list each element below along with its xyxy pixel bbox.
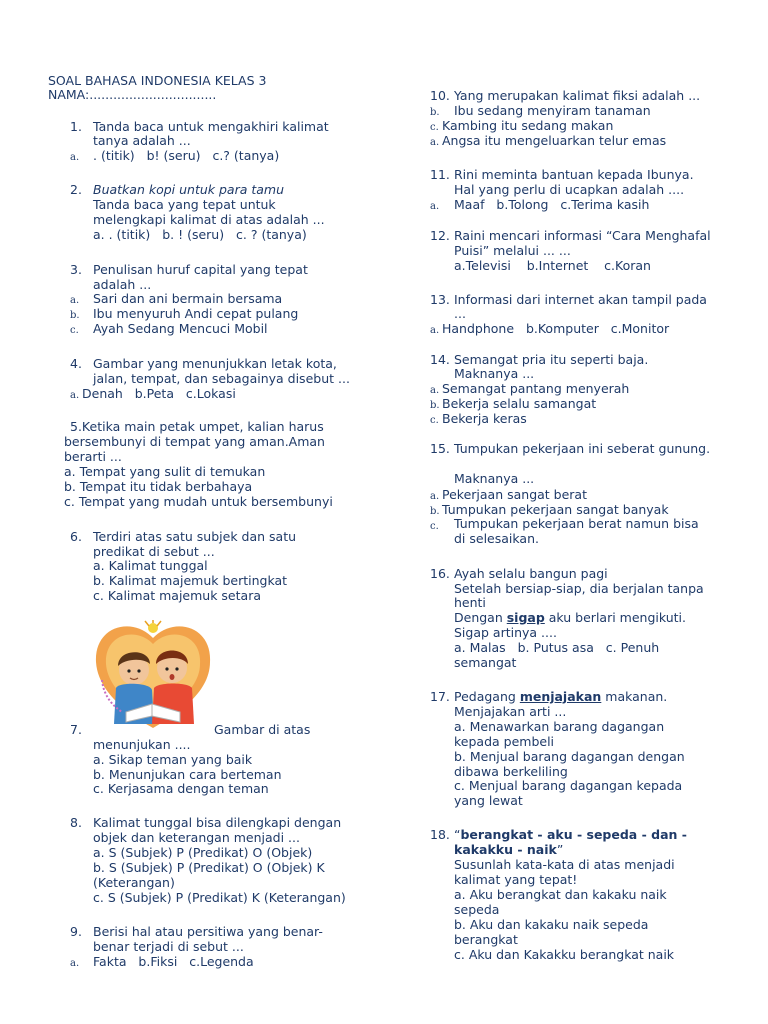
keyword-sigap: sigap [506,610,545,625]
children-reading-illustration [92,620,214,730]
keyword-menjajakan: menjajakan [519,689,602,704]
page-title: SOAL BAHASA INDONESIA KELAS 3 [48,73,267,88]
name-field: NAMA:................................ [48,87,217,102]
